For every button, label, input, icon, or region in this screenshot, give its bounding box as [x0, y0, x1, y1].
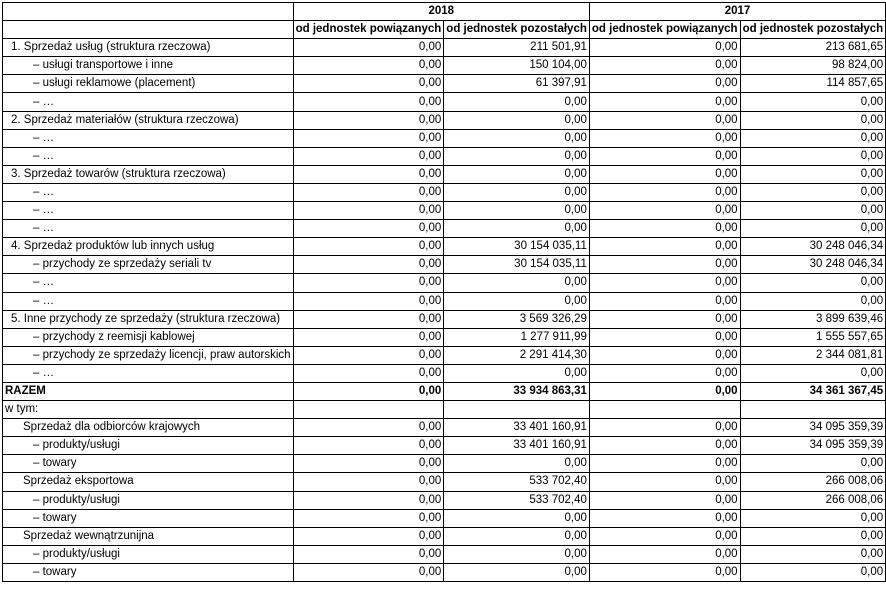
- table-row: [3, 563, 886, 581]
- value-related-2018: 0,00: [293, 437, 444, 455]
- row-label: – towary: [3, 563, 294, 581]
- header-year-2018: 2018: [293, 3, 589, 21]
- row-label: – …: [3, 183, 294, 201]
- row-label: 2. Sprzedaż materiałów (struktura rzeczowa): [3, 111, 294, 129]
- row-label: Sprzedaż wewnątrzunijna: [3, 527, 294, 545]
- value-related-2017: [589, 401, 740, 419]
- value-other-2018: 2 291 414,30: [444, 346, 590, 364]
- value-other-2018: 533 702,40: [444, 473, 590, 491]
- value-other-2018: 0,00: [444, 563, 590, 581]
- table-row: [3, 238, 886, 256]
- value-related-2017: 0,00: [589, 111, 740, 129]
- value-other-2017: 0,00: [740, 93, 886, 111]
- value-other-2017: 98 824,00: [740, 57, 886, 75]
- value-related-2017: 0,00: [589, 491, 740, 509]
- row-label: – usługi reklamowe (placement): [3, 75, 294, 93]
- value-related-2017: 0,00: [589, 563, 740, 581]
- value-related-2017: 0,00: [589, 545, 740, 563]
- value-related-2018: 0,00: [293, 346, 444, 364]
- value-related-2017: 0,00: [589, 473, 740, 491]
- row-label: Sprzedaż eksportowa: [3, 473, 294, 491]
- table-body: [3, 39, 886, 582]
- row-label: RAZEM: [3, 382, 294, 400]
- value-other-2018: 0,00: [444, 292, 590, 310]
- value-other-2018: 0,00: [444, 111, 590, 129]
- row-label: Sprzedaż dla odbiorców krajowych: [3, 419, 294, 437]
- value-other-2017: 0,00: [740, 129, 886, 147]
- value-related-2018: 0,00: [293, 509, 444, 527]
- value-related-2018: 0,00: [293, 545, 444, 563]
- value-other-2017: 34 095 359,39: [740, 419, 886, 437]
- value-other-2018: 30 154 035,11: [444, 238, 590, 256]
- value-related-2018: 0,00: [293, 165, 444, 183]
- value-related-2017: 0,00: [589, 310, 740, 328]
- header-other-2017: od jednostek pozostałych: [740, 21, 886, 39]
- value-other-2018: 33 401 160,91: [444, 437, 590, 455]
- value-other-2018: 0,00: [444, 509, 590, 527]
- table-row: [3, 455, 886, 473]
- revenue-table: [2, 2, 886, 582]
- value-other-2017: 3 899 639,46: [740, 310, 886, 328]
- value-related-2017: 0,00: [589, 292, 740, 310]
- value-related-2018: 0,00: [293, 527, 444, 545]
- value-other-2017: 0,00: [740, 147, 886, 165]
- table-row: [3, 292, 886, 310]
- value-other-2017: 0,00: [740, 292, 886, 310]
- table-row: [3, 545, 886, 563]
- row-label: – …: [3, 93, 294, 111]
- value-other-2018: 0,00: [444, 183, 590, 201]
- value-related-2018: 0,00: [293, 111, 444, 129]
- value-related-2017: 0,00: [589, 57, 740, 75]
- value-related-2017: 0,00: [589, 39, 740, 57]
- table-row: [3, 274, 886, 292]
- value-related-2018: 0,00: [293, 147, 444, 165]
- header-other-2018: od jednostek pozostałych: [444, 21, 590, 39]
- value-other-2017: 0,00: [740, 165, 886, 183]
- row-label: w tym:: [3, 401, 294, 419]
- value-other-2017: 0,00: [740, 509, 886, 527]
- header-label-blank: [3, 21, 294, 39]
- value-other-2017: 0,00: [740, 111, 886, 129]
- value-related-2017: 0,00: [589, 364, 740, 382]
- row-label: 3. Sprzedaż towarów (struktura rzeczowa): [3, 165, 294, 183]
- value-related-2018: 0,00: [293, 491, 444, 509]
- value-related-2018: 0,00: [293, 563, 444, 581]
- value-related-2018: [293, 401, 444, 419]
- value-other-2018: 0,00: [444, 93, 590, 111]
- row-label: – towary: [3, 455, 294, 473]
- value-other-2017: 0,00: [740, 220, 886, 238]
- value-other-2018: 150 104,00: [444, 57, 590, 75]
- value-related-2017: 0,00: [589, 419, 740, 437]
- table-row: [3, 401, 886, 419]
- value-related-2018: 0,00: [293, 57, 444, 75]
- row-label: 4. Sprzedaż produktów lub innych usług: [3, 238, 294, 256]
- header-year-2017: 2017: [589, 3, 885, 21]
- row-label: – produkty/usługi: [3, 545, 294, 563]
- value-related-2018: 0,00: [293, 455, 444, 473]
- value-related-2018: 0,00: [293, 292, 444, 310]
- value-related-2017: 0,00: [589, 238, 740, 256]
- value-other-2017: 0,00: [740, 545, 886, 563]
- value-related-2017: 0,00: [589, 183, 740, 201]
- header-blank: [3, 3, 294, 21]
- value-related-2018: 0,00: [293, 256, 444, 274]
- value-other-2017: 0,00: [740, 274, 886, 292]
- value-related-2017: 0,00: [589, 274, 740, 292]
- value-other-2018: 33 401 160,91: [444, 419, 590, 437]
- table-row: [3, 75, 886, 93]
- value-other-2017: 34 095 359,39: [740, 437, 886, 455]
- value-other-2018: 30 154 035,11: [444, 256, 590, 274]
- value-related-2018: 0,00: [293, 238, 444, 256]
- value-other-2017: 0,00: [740, 183, 886, 201]
- value-other-2018: 0,00: [444, 455, 590, 473]
- value-other-2018: 1 277 911,99: [444, 328, 590, 346]
- row-label: – …: [3, 220, 294, 238]
- value-other-2018: 3 569 326,29: [444, 310, 590, 328]
- row-label: – produkty/usługi: [3, 491, 294, 509]
- table-row: [3, 202, 886, 220]
- table-row: [3, 491, 886, 509]
- table-row: [3, 328, 886, 346]
- value-related-2018: 0,00: [293, 310, 444, 328]
- value-other-2017: 114 857,65: [740, 75, 886, 93]
- row-label: – przychody ze sprzedaży licencji, praw autorskich: [3, 346, 294, 364]
- row-label: 1. Sprzedaż usług (struktura rzeczowa): [3, 39, 294, 57]
- value-other-2018: 533 702,40: [444, 491, 590, 509]
- value-other-2018: 0,00: [444, 165, 590, 183]
- header-related-2017: od jednostek powiązanych: [589, 21, 740, 39]
- value-other-2018: 0,00: [444, 129, 590, 147]
- table-row: [3, 220, 886, 238]
- value-related-2018: 0,00: [293, 382, 444, 400]
- table-row: [3, 147, 886, 165]
- value-other-2017: 0,00: [740, 455, 886, 473]
- value-related-2017: 0,00: [589, 437, 740, 455]
- value-other-2017: 213 681,65: [740, 39, 886, 57]
- row-label: – …: [3, 364, 294, 382]
- value-other-2018: 0,00: [444, 364, 590, 382]
- value-related-2018: 0,00: [293, 39, 444, 57]
- value-related-2017: 0,00: [589, 509, 740, 527]
- row-label: – produkty/usługi: [3, 437, 294, 455]
- table-row: [3, 473, 886, 491]
- value-related-2018: 0,00: [293, 274, 444, 292]
- table-row: [3, 364, 886, 382]
- value-other-2018: [444, 401, 590, 419]
- value-related-2017: 0,00: [589, 382, 740, 400]
- table-row: [3, 57, 886, 75]
- value-other-2017: 0,00: [740, 563, 886, 581]
- value-other-2017: 0,00: [740, 527, 886, 545]
- value-related-2017: 0,00: [589, 75, 740, 93]
- value-other-2018: 0,00: [444, 147, 590, 165]
- value-other-2018: 33 934 863,31: [444, 382, 590, 400]
- value-related-2018: 0,00: [293, 202, 444, 220]
- value-related-2017: 0,00: [589, 147, 740, 165]
- row-label: 5. Inne przychody ze sprzedaży (struktura rzeczowa): [3, 310, 294, 328]
- row-label: – …: [3, 147, 294, 165]
- table-row: [3, 93, 886, 111]
- value-related-2017: 0,00: [589, 527, 740, 545]
- value-other-2017: 34 361 367,45: [740, 382, 886, 400]
- table-row: [3, 256, 886, 274]
- row-label: – …: [3, 202, 294, 220]
- value-related-2017: 0,00: [589, 129, 740, 147]
- table-row: [3, 39, 886, 57]
- value-related-2018: 0,00: [293, 129, 444, 147]
- value-related-2017: 0,00: [589, 346, 740, 364]
- value-other-2018: 0,00: [444, 202, 590, 220]
- value-other-2018: 0,00: [444, 545, 590, 563]
- value-other-2017: 30 248 046,34: [740, 256, 886, 274]
- value-related-2018: 0,00: [293, 364, 444, 382]
- value-related-2018: 0,00: [293, 93, 444, 111]
- value-related-2018: 0,00: [293, 75, 444, 93]
- value-other-2018: 61 397,91: [444, 75, 590, 93]
- value-related-2018: 0,00: [293, 183, 444, 201]
- table-row: [3, 382, 886, 400]
- value-other-2017: 30 248 046,34: [740, 238, 886, 256]
- table-row: [3, 310, 886, 328]
- value-other-2018: 0,00: [444, 220, 590, 238]
- value-related-2017: 0,00: [589, 328, 740, 346]
- value-related-2017: 0,00: [589, 202, 740, 220]
- value-other-2018: 0,00: [444, 527, 590, 545]
- value-related-2018: 0,00: [293, 419, 444, 437]
- value-other-2017: 1 555 557,65: [740, 328, 886, 346]
- value-related-2017: 0,00: [589, 93, 740, 111]
- value-other-2017: 0,00: [740, 364, 886, 382]
- value-other-2017: 2 344 081,81: [740, 346, 886, 364]
- value-related-2018: 0,00: [293, 220, 444, 238]
- value-related-2018: 0,00: [293, 473, 444, 491]
- header-related-2018: od jednostek powiązanych: [293, 21, 444, 39]
- row-label: – …: [3, 292, 294, 310]
- table-row: [3, 419, 886, 437]
- row-label: – …: [3, 274, 294, 292]
- value-related-2018: 0,00: [293, 328, 444, 346]
- value-other-2017: 266 008,06: [740, 473, 886, 491]
- table-row: [3, 129, 886, 147]
- value-related-2017: 0,00: [589, 455, 740, 473]
- table-row: [3, 437, 886, 455]
- value-other-2017: 0,00: [740, 202, 886, 220]
- value-related-2017: 0,00: [589, 165, 740, 183]
- table-row: [3, 111, 886, 129]
- table-row: [3, 183, 886, 201]
- value-other-2018: 0,00: [444, 274, 590, 292]
- row-label: – towary: [3, 509, 294, 527]
- table-row: [3, 165, 886, 183]
- row-label: – …: [3, 129, 294, 147]
- table-row: [3, 346, 886, 364]
- row-label: – przychody ze sprzedaży seriali tv: [3, 256, 294, 274]
- value-other-2018: 211 501,91: [444, 39, 590, 57]
- table-row: [3, 527, 886, 545]
- row-label: – przychody z reemisji kablowej: [3, 328, 294, 346]
- value-other-2017: [740, 401, 886, 419]
- table-row: [3, 509, 886, 527]
- value-related-2017: 0,00: [589, 220, 740, 238]
- value-related-2017: 0,00: [589, 256, 740, 274]
- row-label: – usługi transportowe i inne: [3, 57, 294, 75]
- value-other-2017: 266 008,06: [740, 491, 886, 509]
